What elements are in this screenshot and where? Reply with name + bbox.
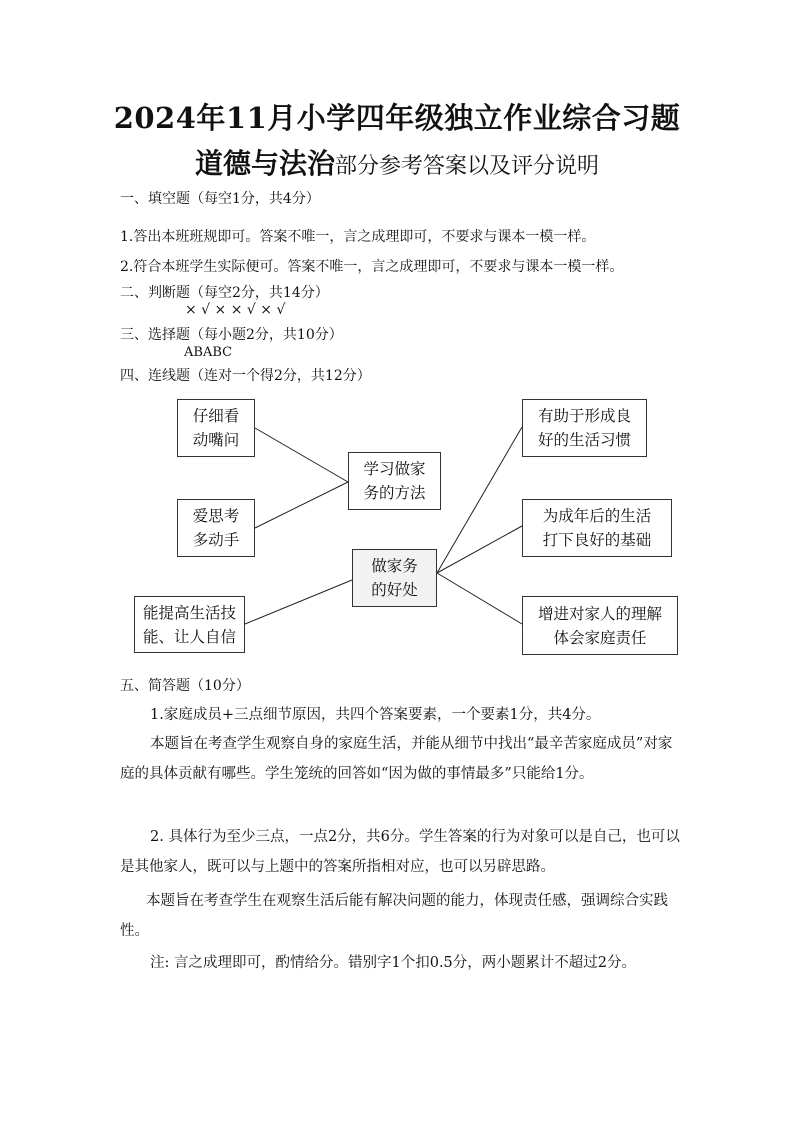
box-right3: 增进对家人的理解 体会家庭责任 <box>522 596 678 655</box>
section3-answers: ABABC <box>184 345 233 360</box>
box-right1: 有助于形成良 好的生活习惯 <box>522 399 647 457</box>
section5-p1: 1.家庭成员+三点细节原因，共四个答案要素，一个要素1分，共4分。 <box>150 707 601 723</box>
section2-answers: × √ × × √ × √ <box>185 302 286 318</box>
link-mid2-right2 <box>437 526 522 573</box>
section5-heading: 五、简答题（10分） <box>120 678 250 694</box>
section1-item2: 2.符合本班学生实际便可。答案不唯一，言之成理即可，不要求与课本一模一样。 <box>120 259 624 275</box>
section1-item1: 1.答出本班班规即可。答案不唯一，言之成理即可，不要求与课本一模一样。 <box>120 229 596 245</box>
box-right2: 为成年后的生活 打下良好的基础 <box>522 499 672 557</box>
section5-p4: 本题旨在考查学生在观察生活后能有解决问题的能力，体现责任感，强调综合实践性。 <box>120 893 668 939</box>
section2-heading: 二、判断题（每空2分，共14分） <box>120 285 329 301</box>
link-left2-mid1 <box>255 482 348 528</box>
link-mid2-right1 <box>437 427 522 573</box>
link-left1-mid1 <box>255 428 348 482</box>
section5-p2: 本题旨在考查学生观察自身的家庭生活，并能从细节中找出“最辛苦家庭成员”对家庭的具体贡献有哪些。学生笼统的回答如“因为做的事情最多”只能给1分。 <box>120 736 673 782</box>
subject-name: 道德与法治 <box>194 147 335 180</box>
box-left3: 能提高生活技 能、让人自信 <box>134 596 245 653</box>
section5-p3: 2. 具体行为至少三点，一点2分，共6分。学生答案的行为对象可以是自己，也可以是其他家人，既可以与上题中的答案所指相对应，也可以另辟思路。 <box>120 829 680 875</box>
section4-heading: 四、连线题（连对一个得2分，共12分） <box>120 368 371 384</box>
box-left1: 仔细看 动嘴问 <box>177 399 255 457</box>
link-mid2-right3 <box>437 573 522 624</box>
document-title: 2024年11月小学四年级独立作业综合习题 <box>113 101 681 135</box>
section5-p5: 注: 言之成理即可，酌情给分。错别字1个扣0.5分，两小题累计不超过2分。 <box>150 955 637 971</box>
box-left2: 爱思考 多动手 <box>177 499 255 557</box>
box-mid2: 做家务 的好处 <box>352 549 437 607</box>
section3-heading: 三、选择题（每小题2分，共10分） <box>120 327 343 343</box>
link-left3-mid2 <box>245 580 352 624</box>
box-mid1: 学习做家 务的方法 <box>348 452 441 510</box>
section1-heading: 一、填空题（每空1分，共4分） <box>120 191 320 207</box>
subtitle-text: 部分参考答案以及评分说明 <box>335 154 600 179</box>
